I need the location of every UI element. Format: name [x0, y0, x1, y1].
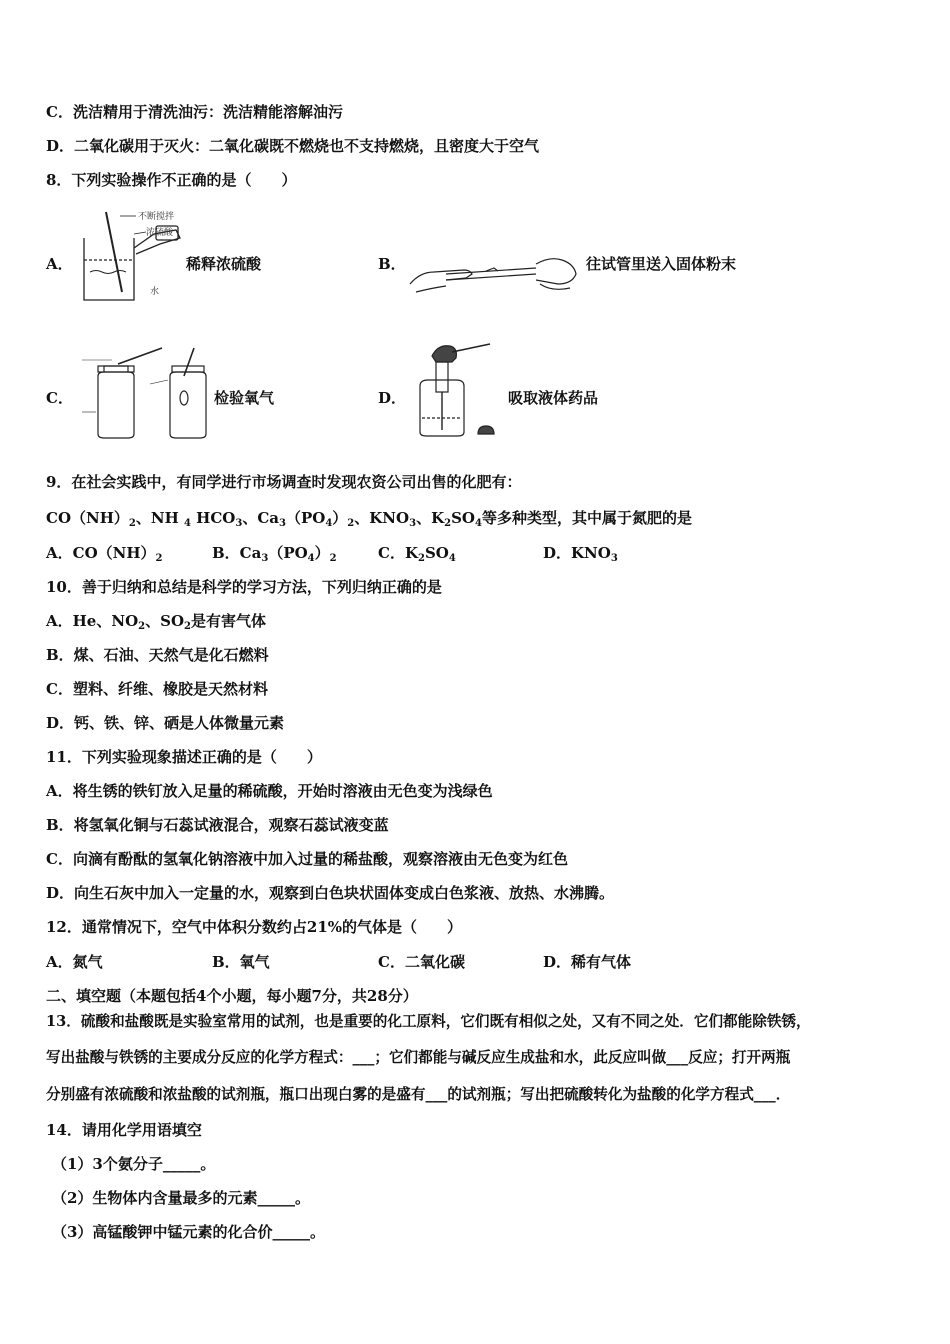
q14-part-2: （2）生物体内含量最多的元素_____。 — [52, 1189, 310, 1207]
q9-fertilizer-list: $CO(NH)_2$、NH $_4$ $HCO_3$、$Ca_3(PO_4)_2$、$KNO_3$、$K_2SO_4$等多种类型，其中属于氮肥的是 — [46, 509, 692, 529]
q12-option-d: D．稀有气体 — [543, 953, 632, 971]
q8-a-letter: A． — [46, 255, 73, 273]
q14-part-3: （3）高锰酸钾中锰元素的化合价_____。 — [52, 1223, 325, 1241]
q13-line-2: 写出盐酸与铁锈的主要成分反应的化学方程式：___；它们都能与碱反应生成盐和水，此反应叫做___反应；打开两瓶 — [46, 1049, 791, 1066]
q8-c-figure — [78, 346, 208, 442]
q13-line-1: 13．硫酸和盐酸既是实验室常用的试剂，也是重要的化工原料，它们既有相似之处，又有不同之处．它们都能除铁锈， — [46, 1013, 811, 1030]
a-fig-label-water: 水 — [150, 287, 160, 297]
q14-stem: 14．请用化学用语填空 — [46, 1121, 202, 1139]
q8-c-letter: C． — [46, 389, 73, 407]
q9-option-c: C．$K_2SO_4$ — [378, 544, 456, 564]
q8-d-letter: D． — [378, 389, 407, 407]
q11-option-a: A．将生锈的铁钉放入足量的稀硫酸，开始时溶液由无色变为浅绿色 — [46, 782, 493, 800]
q7-option-c: C．洗洁精用于清洗油污：洗洁精能溶解油污 — [46, 103, 343, 121]
q9-stem: 9．在社会实践中，有同学进行市场调查时发现农资公司出售的化肥有： — [46, 473, 522, 491]
q14-part-1: （1）3个氨分子_____。 — [52, 1155, 216, 1173]
test-tube-powder-illustration — [410, 259, 576, 292]
q8-stem: 8．下列实验操作不正确的是（ ） — [46, 171, 297, 189]
a-fig-label-stir: 不断搅拌 — [138, 212, 175, 222]
beaker-dilution-illustration — [84, 212, 180, 300]
q8-b-letter: B． — [378, 255, 406, 273]
q8-b-text: 往试管里送入固体粉末 — [586, 255, 737, 273]
q11-option-c: C．向滴有酚酞的氢氧化钠溶液中加入过量的稀盐酸，观察溶液由无色变为红色 — [46, 850, 568, 868]
q11-option-b: B．将氢氧化铜与石蕊试液混合，观察石蕊试液变蓝 — [46, 816, 389, 834]
q11-stem: 11．下列实验现象描述正确的是（ ） — [46, 748, 322, 766]
q8-b-figure — [406, 244, 578, 300]
q12-option-c: C．二氧化碳 — [378, 953, 465, 971]
q8-d-text: 吸取液体药品 — [508, 389, 599, 407]
q13-line-3: 分别盛有浓硫酸和浓盐酸的试剂瓶，瓶口出现白雾的是盛有___的试剂瓶；写出把硫酸转化为盐酸的化学方程式___． — [46, 1086, 791, 1103]
q11-option-d: D．向生石灰中加入一定量的水，观察到白色块状固体变成白色浆液、放热、水沸腾。 — [46, 884, 615, 902]
q10-stem: 10．善于归纳和总结是科学的学习方法，下列归纳正确的是 — [46, 578, 442, 596]
q10-option-c: C．塑料、纤维、橡胶是天然材料 — [46, 680, 268, 698]
q10-option-d: D．钙、铁、锌、硒是人体微量元素 — [46, 714, 285, 732]
q9-option-d: D．$KNO_3$ — [543, 544, 618, 564]
q7-option-d: D．二氧化碳用于灭火：二氧化碳既不燃烧也不支持燃烧，且密度大于空气 — [46, 137, 540, 155]
a-fig-label-acid: 浓硫酸 — [146, 228, 174, 238]
section-heading: 二、填空题（本题包括4个小题，每小题7分，共28分） — [46, 987, 418, 1005]
q9-option-b: B．$Ca_3(PO_4)_2$ — [212, 544, 337, 564]
q8-a-text: 稀释浓硫酸 — [186, 255, 262, 273]
q9-option-a: A．$CO(NH)_2$ — [46, 544, 163, 564]
dropper-illustration — [420, 344, 494, 436]
q8-d-figure — [408, 342, 498, 442]
q8-a-figure — [76, 208, 186, 304]
oxygen-test-illustration — [82, 348, 206, 438]
q12-option-a: A．氮气 — [46, 953, 103, 971]
q12-option-b: B．氧气 — [212, 953, 270, 971]
q10-option-a: A．He、$NO_2$、$SO_2$是有害气体 — [46, 612, 266, 632]
q10-option-b: B．煤、石油、天然气是化石燃料 — [46, 646, 269, 664]
q12-stem: 12．通常情况下，空气中体积分数约占21%的气体是（ ） — [46, 918, 463, 936]
q8-c-text: 检验氧气 — [214, 389, 275, 407]
